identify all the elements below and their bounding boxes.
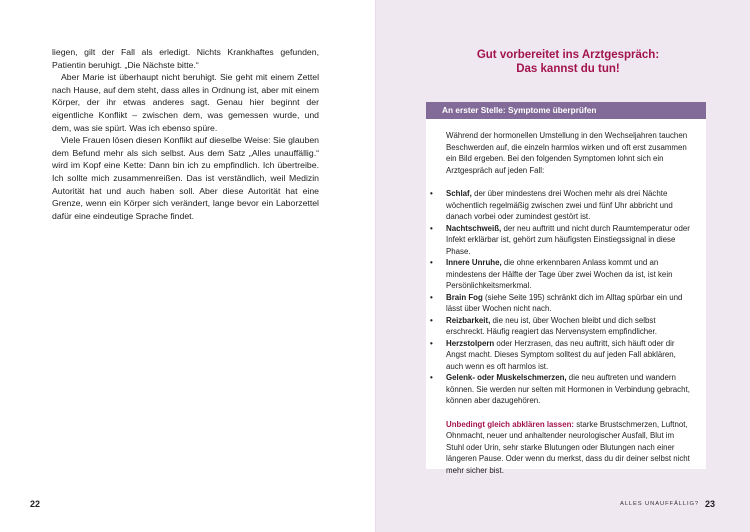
heading-line: Das kannst du tun! — [516, 62, 620, 75]
paragraph: liegen, gilt der Fall als erledigt. Nichts Krankhaftes gefunden, Patientin beruhigt. „Die Nächste bitte.“ — [52, 47, 319, 70]
page-number-left: 22 — [30, 499, 41, 509]
symptom-text: der neu auftritt und nicht durch Raumtemperatur oder Infekt erklärbar ist, gehört zum häufigsten Einstiegssignal in diese Phase. — [446, 223, 690, 256]
list-item — [430, 315, 692, 338]
list-item — [430, 257, 692, 292]
section-heading — [430, 49, 706, 76]
symptom-term: Reizbarkeit, — [446, 315, 491, 325]
gutter-divider — [375, 0, 376, 532]
symptom-list — [430, 188, 692, 407]
symptom-term: Brain Fog — [446, 292, 483, 302]
list-item — [430, 292, 692, 315]
bullet-icon: • — [430, 223, 433, 233]
warning-label: Unbedingt gleich abklären lassen: — [446, 419, 575, 429]
symptom-text: die neu auftreten und wandern können. Sie werden nur selten mit Hormonen in Verbindung gebracht, können aber dazugehören. — [446, 373, 690, 405]
running-head: ALLES UNAUFFÄLLIG? — [620, 501, 700, 507]
symptom-term: Nachtschweiß, — [446, 223, 502, 233]
paragraph: Aber Marie ist überhaupt nicht beruhigt. Sie geht mit einem Zettel nach Hause, auf dem steht, dass alles in Ordnung ist, aber mit einem Körper, der ihr etwas anderes sagt. Genau hier beginnt der eigentliche Konflikt – zwischen dem, was gemessen wurde, und dem, was sie spürt. Was ich ebenso spüre. — [52, 72, 319, 133]
warning-note — [446, 419, 692, 477]
info-box — [426, 102, 706, 475]
list-item — [430, 188, 692, 223]
list-item — [430, 372, 692, 407]
info-box-title-bar — [426, 102, 706, 119]
heading-line: Gut vorbereitet ins Arztgespräch: — [476, 49, 660, 61]
symptom-term: Schlaf, — [446, 189, 472, 198]
bullet-icon: • — [430, 338, 433, 348]
page-number-right: 23 — [705, 499, 716, 509]
bullet-icon: • — [430, 292, 433, 302]
bullet-icon: • — [430, 258, 433, 267]
symptom-text: oder Herzrasen, das neu auftritt, sich häuft oder dir Angst macht. Dieses Symptom solltest du auf jeden Fall abklären, auch wenn es oft harmlos ist. — [446, 338, 676, 371]
symptom-text: die ohne erkennbaren Anlass kommt und an mindestens der Hälfte der Tage über zwei Wochen da ist, ist kein Persönlichkeitsmerkmal. — [446, 258, 673, 290]
list-item — [430, 223, 692, 258]
bullet-icon: • — [430, 315, 433, 325]
info-box-body — [430, 130, 692, 476]
symptom-term: Innere Unruhe, — [446, 258, 502, 267]
symptom-term: Gelenk- oder Muskelschmerzen, — [446, 373, 567, 382]
info-box-intro: Während der hormonellen Umstellung in den Wechseljahren tauchen Beschwerden auf, die einzeln harmlos wirken und oft erst zusammen ein Bild ergeben. Bei den folgenden Symptomen lohnt sich ein Arztgespräch auf jeden Fall: — [446, 131, 688, 175]
list-item — [430, 338, 692, 373]
bullet-icon: • — [430, 373, 433, 382]
left-body-text — [52, 46, 319, 222]
warning-text: starke Brustschmerzen, Luftnot, Ohnmacht, neuer und anhaltender neurologischer Ausfall, Blut im Stuhl oder Urin, sehr starke Blutungen oder Blutungen nach einer längeren Pause. Oder wenn du merkst, dass du dir deiner selbst nicht mehr sicher bist. — [446, 419, 690, 475]
symptom-term: Herzstolpern — [446, 338, 495, 348]
paragraph: Viele Frauen lösen diesen Konflikt auf dieselbe Weise: Sie glauben dem Befund mehr als sich selbst. Aus dem Satz „Alles unauffällig.“ wird im Kopf eine Kette: Dann bin ich zu empfindlich. Ich übertreibe. Ich sollte mich zusammenreißen. Das ist verständlich, weil Medizin Autorität hat und auch haben soll. Aber diese Autorität hat eine Grenze, wenn ein Körper sich verändert, lange bevor ein Laborzettel dafür eine eindeutige Sprache findet. — [52, 135, 319, 221]
symptom-text: (siehe Seite 195) schränkt dich im Alltag spürbar ein und lässt über Wochen nicht nach. — [446, 292, 683, 313]
info-box-title: An erster Stelle: Symptome überprüfen — [442, 105, 597, 115]
symptom-text: die neu ist, über Wochen bleibt und dich selbst erschreckt. Häufig reagiert das Nervensystem empfindlicher. — [446, 315, 657, 336]
bullet-icon: • — [430, 189, 433, 198]
symptom-text: der über mindestens drei Wochen mehr als drei Nächte wöchentlich regelmäßig zwischen zwei und fünf Uhr abbricht und danach vorbei oder zumindest gestört ist. — [446, 189, 673, 221]
